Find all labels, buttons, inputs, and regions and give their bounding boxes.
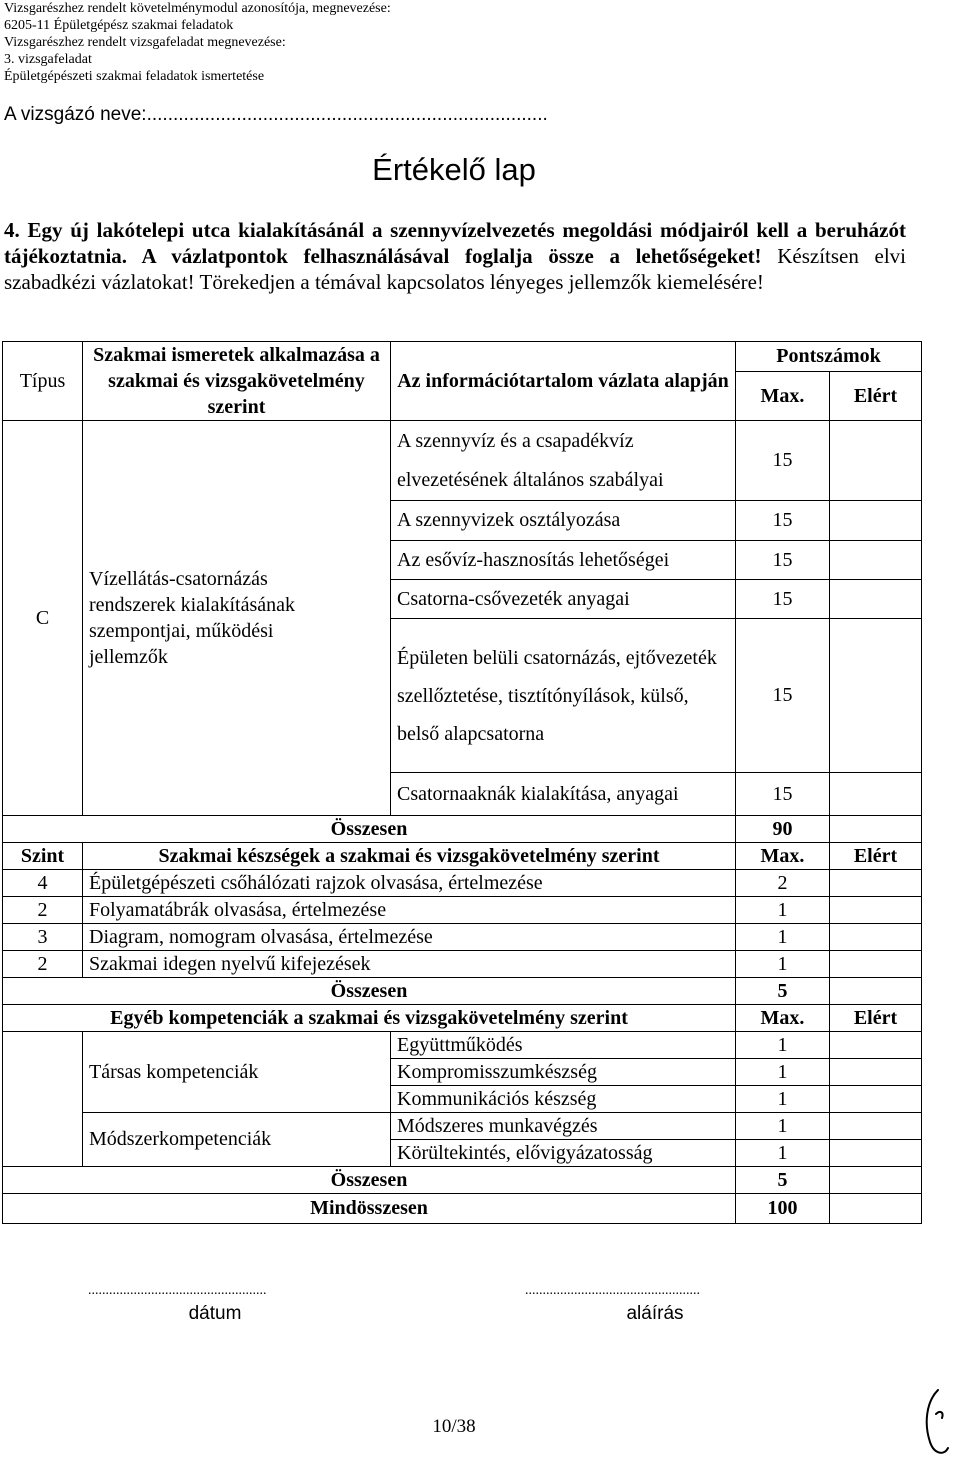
social-achieved-2[interactable] bbox=[830, 1059, 922, 1086]
social-max-1: 1 bbox=[736, 1032, 830, 1059]
header-line-1: Vizsgarészhez rendelt követelménymodul azonosítója, megnevezése: bbox=[4, 1, 391, 16]
other-total-achieved[interactable] bbox=[830, 1167, 922, 1194]
social-achieved-1[interactable] bbox=[830, 1032, 922, 1059]
social-blank-cell-3 bbox=[3, 1086, 83, 1113]
knowledge-achieved-1[interactable] bbox=[830, 421, 922, 501]
knowledge-topic-text: Vízellátás-csatornázás rendszerek kialakításának szempontjai, működési jellemzők bbox=[89, 568, 296, 668]
knowledge-achieved-6[interactable] bbox=[830, 773, 922, 816]
task-number: 4. bbox=[4, 218, 20, 242]
knowledge-max-5: 15 bbox=[736, 619, 830, 773]
skill-text-3: Diagram, nomogram olvasása, értelmezése bbox=[83, 924, 736, 951]
handwritten-initial-icon bbox=[918, 1384, 954, 1460]
other-total-label: Összesen bbox=[3, 1167, 736, 1194]
skills-max-header: Max. bbox=[736, 843, 830, 870]
skills-achieved-header: Elért bbox=[830, 843, 922, 870]
other-achieved-header: Elért bbox=[830, 1005, 922, 1032]
knowledge-item-2: A szennyvizek osztályozása bbox=[391, 501, 736, 541]
skills-total-label: Összesen bbox=[3, 978, 736, 1005]
method-max-1: 1 bbox=[736, 1113, 830, 1140]
social-item-3: Kommunikációs készség bbox=[391, 1086, 736, 1113]
header-line-5: Épületgépészeti szakmai feladatok ismertetése bbox=[4, 69, 265, 84]
knowledge-achieved-5[interactable] bbox=[830, 619, 922, 773]
knowledge-item-1: A szennyvíz és a csapadékvíz elvezetésének általános szabályai bbox=[391, 421, 736, 501]
grand-total-achieved[interactable] bbox=[830, 1194, 922, 1224]
other-max-header: Max. bbox=[736, 1005, 830, 1032]
header-outline: Az információtartalom vázlata alapján bbox=[391, 342, 736, 421]
method-achieved-2[interactable] bbox=[830, 1140, 922, 1167]
social-label: Társas kompetenciák bbox=[83, 1032, 391, 1113]
header-line-2: 6205-11 Épületgépész szakmai feladatok bbox=[4, 18, 234, 33]
skill-max-1: 2 bbox=[736, 870, 830, 897]
skill-text-4: Szakmai idegen nyelvű kifejezések bbox=[83, 951, 736, 978]
social-max-2: 1 bbox=[736, 1059, 830, 1086]
method-blank-cell-2 bbox=[3, 1140, 83, 1167]
header-points: Pontszámok bbox=[736, 342, 922, 372]
method-max-2: 1 bbox=[736, 1140, 830, 1167]
knowledge-item-3: Az esővíz-hasznosítás lehetőségei bbox=[391, 541, 736, 580]
method-item-2: Körültekintés, elővigyázatosság bbox=[391, 1140, 736, 1167]
skill-level-2: 2 bbox=[3, 897, 83, 924]
social-blank-cell bbox=[3, 1032, 83, 1059]
examinee-name-line: A vizsgázó neve:............................................................................ bbox=[4, 104, 548, 125]
knowledge-achieved-3[interactable] bbox=[830, 541, 922, 580]
skill-achieved-2[interactable] bbox=[830, 897, 922, 924]
social-blank-cell-2 bbox=[3, 1059, 83, 1086]
task-bold-text: Egy új lakótelepi utca kialakításánál a szennyvízelvezetés megoldási módjairól kell a beruházót tájékoztatnia. A vázlatpontok felhasználásával foglalja össze a lehetőségeket! bbox=[4, 218, 907, 268]
knowledge-max-3: 15 bbox=[736, 541, 830, 580]
knowledge-achieved-4[interactable] bbox=[830, 580, 922, 619]
knowledge-topic bbox=[83, 421, 391, 816]
knowledge-item-5: Épületen belüli csatornázás, ejtővezeték szellőztetése, tisztítónyílások, külső, belső alapcsatorna bbox=[391, 619, 736, 773]
grand-total-label: Mindösszesen bbox=[3, 1194, 736, 1224]
skill-max-2: 1 bbox=[736, 897, 830, 924]
skill-achieved-1[interactable] bbox=[830, 870, 922, 897]
knowledge-max-4: 15 bbox=[736, 580, 830, 619]
skill-text-1: Épületgépészeti csőhálózati rajzok olvasása, értelmezése bbox=[83, 870, 736, 897]
knowledge-achieved-2[interactable] bbox=[830, 501, 922, 541]
knowledge-max-6: 15 bbox=[736, 773, 830, 816]
skill-max-4: 1 bbox=[736, 951, 830, 978]
header-type: Típus bbox=[3, 342, 83, 421]
other-title: Egyéb kompetenciák a szakmai és vizsgakövetelmény szerint bbox=[3, 1005, 736, 1032]
date-dotted-line: ................................................... bbox=[88, 1283, 267, 1298]
social-item-2: Kompromisszumkészség bbox=[391, 1059, 736, 1086]
knowledge-item-4: Csatorna-csővezeték anyagai bbox=[391, 580, 736, 619]
method-item-1: Módszeres munkavégzés bbox=[391, 1113, 736, 1140]
date-label: dátum bbox=[188, 1303, 242, 1324]
other-total: 5 bbox=[736, 1167, 830, 1194]
grand-total: 100 bbox=[736, 1194, 830, 1224]
knowledge-item-6: Csatornaaknák kialakítása, anyagai bbox=[391, 773, 736, 816]
method-label: Módszerkompetenciák bbox=[83, 1113, 391, 1167]
social-item-1: Együttműködés bbox=[391, 1032, 736, 1059]
header-knowledge: Szakmai ismeretek alkalmazása a szakmai és vizsgakövetelmény szerint bbox=[83, 342, 391, 421]
page-number: 10/38 bbox=[432, 1416, 476, 1437]
skill-achieved-3[interactable] bbox=[830, 924, 922, 951]
skills-total-achieved[interactable] bbox=[830, 978, 922, 1005]
header-achieved: Elért bbox=[830, 372, 922, 421]
knowledge-total: 90 bbox=[736, 816, 830, 843]
skill-achieved-4[interactable] bbox=[830, 951, 922, 978]
knowledge-total-achieved[interactable] bbox=[830, 816, 922, 843]
method-blank-cell bbox=[3, 1113, 83, 1140]
header-line-4: 3. vizsgafeladat bbox=[4, 52, 92, 67]
document-header bbox=[4, 0, 391, 85]
skill-level-4: 2 bbox=[3, 951, 83, 978]
skill-max-3: 1 bbox=[736, 924, 830, 951]
task-description bbox=[4, 217, 906, 295]
signature-dotted-line: .................................................. bbox=[525, 1283, 700, 1298]
knowledge-type: C bbox=[3, 421, 83, 816]
skills-total: 5 bbox=[736, 978, 830, 1005]
method-achieved-1[interactable] bbox=[830, 1113, 922, 1140]
knowledge-max-2: 15 bbox=[736, 501, 830, 541]
skills-title: Szakmai készségek a szakmai és vizsgakövetelmény szerint bbox=[83, 843, 736, 870]
knowledge-max-1: 15 bbox=[736, 421, 830, 501]
skill-level-3: 3 bbox=[3, 924, 83, 951]
signature-label: aláírás bbox=[626, 1303, 684, 1324]
skill-text-2: Folyamatábrák olvasása, értelmezése bbox=[83, 897, 736, 924]
social-achieved-3[interactable] bbox=[830, 1086, 922, 1113]
task-normal-text: Készítsen elvi szabadkézi vázlatokat! Törekedjen a témával kapcsolatos lényeges jellemzők kiemelésére! bbox=[4, 244, 906, 294]
skill-level-1: 4 bbox=[3, 870, 83, 897]
page-title: Értékelő lap bbox=[372, 152, 536, 187]
evaluation-table bbox=[2, 341, 922, 1224]
header-max: Max. bbox=[736, 372, 830, 421]
social-max-3: 1 bbox=[736, 1086, 830, 1113]
knowledge-total-label: Összesen bbox=[3, 816, 736, 843]
header-line-3: Vizsgarészhez rendelt vizsgafeladat megnevezése: bbox=[4, 35, 286, 50]
skills-level-header: Szint bbox=[3, 843, 83, 870]
